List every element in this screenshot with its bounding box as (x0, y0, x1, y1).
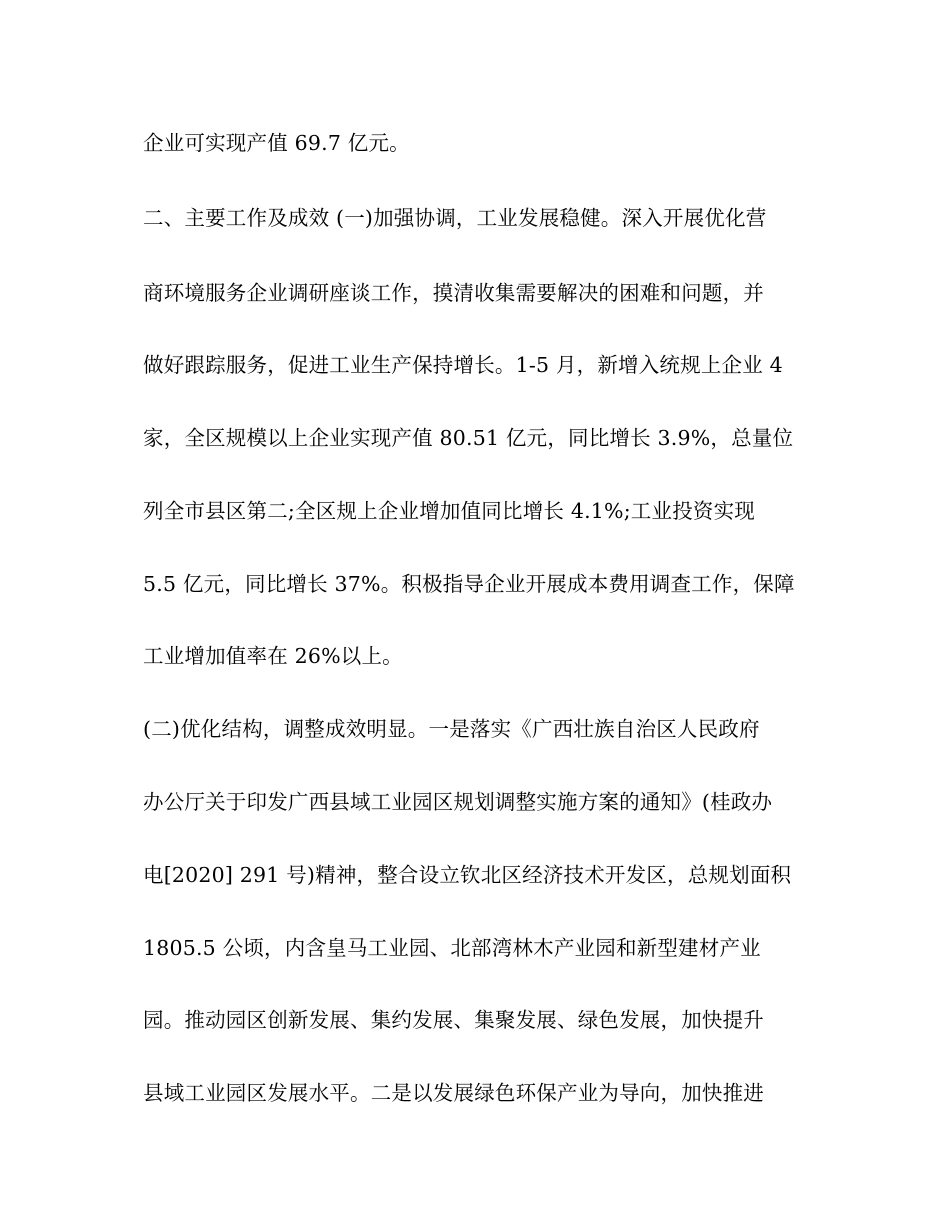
text-line: 商环境服务企业调研座谈工作，摸清收集需要解决的困难和问题，并 (143, 281, 764, 305)
text-line: 电[2020] 291 号)精神，整合设立钦北区经济技术开发区，总规划面积 (143, 863, 792, 887)
text-line: 二、主要工作及成效 (一)加强协调，工业发展稳健。深入开展优化营 (143, 206, 767, 230)
text-line: 1805.5 公顷，内含皇马工业园、北部湾林木产业园和新型建材产业 (143, 936, 761, 960)
text-line: 工业增加值率在 26%以上。 (143, 644, 403, 668)
text-line: 企业可实现产值 69.7 亿元。 (143, 131, 410, 155)
text-line: (二)优化结构，调整成效明显。一是落实《广西壮族自治区人民政府 (143, 717, 760, 741)
text-line: 5.5 亿元，同比增长 37%。积极指导企业开展成本费用调查工作，保障 (143, 572, 795, 596)
text-line: 列全市县区第二;全区规上企业增加值同比增长 4.1%;工业投资实现 (143, 499, 756, 523)
text-line: 办公厅关于印发广西县域工业园区规划调整实施方案的通知》(桂政办 (143, 790, 773, 814)
text-line: 家，全区规模以上企业实现产值 80.51 亿元，同比增长 3.9%，总量位 (143, 426, 794, 450)
text-line: 县域工业园区发展水平。二是以发展绿色环保产业为导向，加快推进 (143, 1081, 764, 1105)
text-line: 做好跟踪服务，促进工业生产保持增长。1-5 月，新增入统规上企业 4 (143, 353, 783, 377)
text-line: 园。推动园区创新发展、集约发展、集聚发展、绿色发展，加快提升 (143, 1008, 764, 1032)
